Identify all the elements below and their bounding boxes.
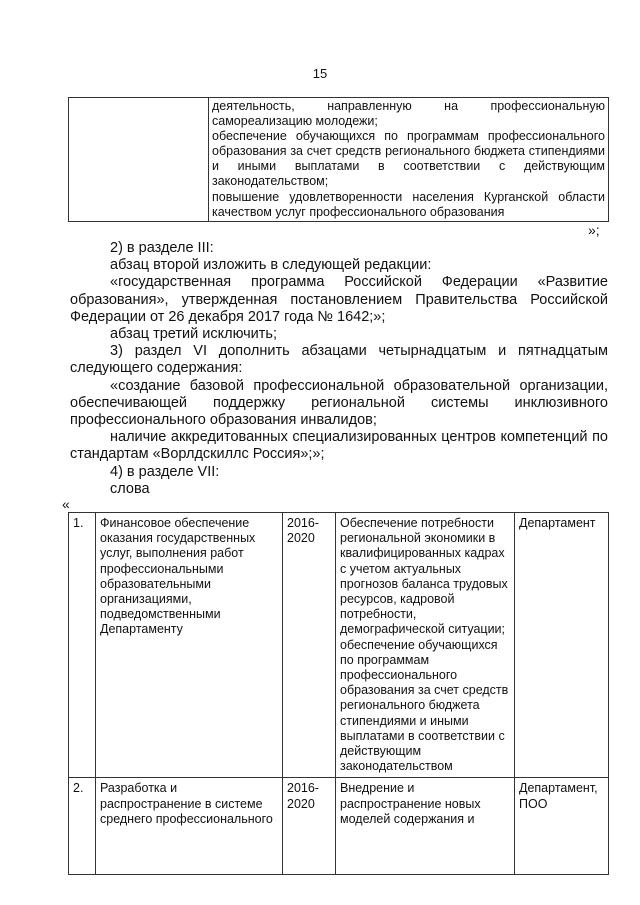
table-row bbox=[69, 98, 609, 222]
result-line: деятельность, направленную на профессиональную самореализацию молодежи; bbox=[212, 99, 605, 129]
document-body bbox=[70, 240, 608, 498]
closing-quote: »; bbox=[588, 222, 600, 238]
row-number: 2. bbox=[69, 778, 96, 875]
executor: Департамент, ПОО bbox=[515, 778, 609, 875]
opening-quote: « bbox=[62, 496, 70, 512]
table-row bbox=[69, 778, 609, 875]
table-cell-empty bbox=[69, 98, 209, 222]
result-line: обеспечение обучающихся по программам профессионального образования за счет средств регионального бюджета стипендиями и иными выплатами в соответствии с действующим законодательством; bbox=[212, 129, 605, 189]
expected-result: Обеспечение потребности региональной экономики в квалифицированных кадрах с учетом актуальных прогнозов баланса трудовых ресурсов, кадровой потребности, демографической ситуации; обеспечение обучающихся по программам профессионального образования за счет средств регионального бюджета стипендиями и иными выплатами в соответствии с действующим законодательством bbox=[336, 513, 515, 778]
expected-result: Внедрение и распространение новых моделей содержания и bbox=[336, 778, 515, 875]
table-cell-results bbox=[209, 98, 609, 222]
paragraph: 4) в разделе VII: bbox=[110, 463, 220, 480]
period: 2016-2020 bbox=[283, 513, 336, 778]
paragraph: абзац второй изложить в следующей редакции: bbox=[110, 257, 432, 274]
paragraph: «государственная программа Российской Федерации «Развитие образования», утвержденная постановлением Правительства Российской Федерации от 26 декабря 2017 года № 1642;»; bbox=[70, 274, 608, 325]
page-number: 15 bbox=[312, 66, 328, 81]
paragraph: 2) в разделе III: bbox=[110, 240, 214, 256]
paragraph: 3) раздел VI дополнить абзацами четырнадцатым и пятнадцатым следующего содержания: bbox=[70, 343, 608, 377]
executor: Департамент bbox=[515, 513, 609, 778]
result-line: повышение удовлетворенности населения Курганской области качеством услуг профессионального образования bbox=[212, 189, 605, 219]
row-number: 1. bbox=[69, 513, 96, 778]
measure-name: Разработка и распространение в системе среднего профессионального bbox=[96, 778, 283, 875]
table-row bbox=[69, 513, 609, 778]
paragraph: «создание базовой профессиональной образовательной организации, обеспечивающей поддержку региональной системы инклюзивного профессионального образования инвалидов; bbox=[70, 377, 608, 429]
paragraph: абзац третий исключить; bbox=[110, 326, 278, 343]
measure-name: Финансовое обеспечение оказания государственных услуг, выполнения работ профессиональными образовательными организациями, подведомственными Департаменту bbox=[96, 513, 283, 778]
program-table-fragment bbox=[68, 97, 609, 222]
paragraph: слова bbox=[110, 480, 150, 497]
period: 2016-2020 bbox=[283, 778, 336, 875]
paragraph: наличие аккредитованных специализированных центров компетенций по стандартам «Ворлдскиллс Россия»;»; bbox=[70, 429, 608, 463]
measures-table bbox=[68, 512, 609, 875]
